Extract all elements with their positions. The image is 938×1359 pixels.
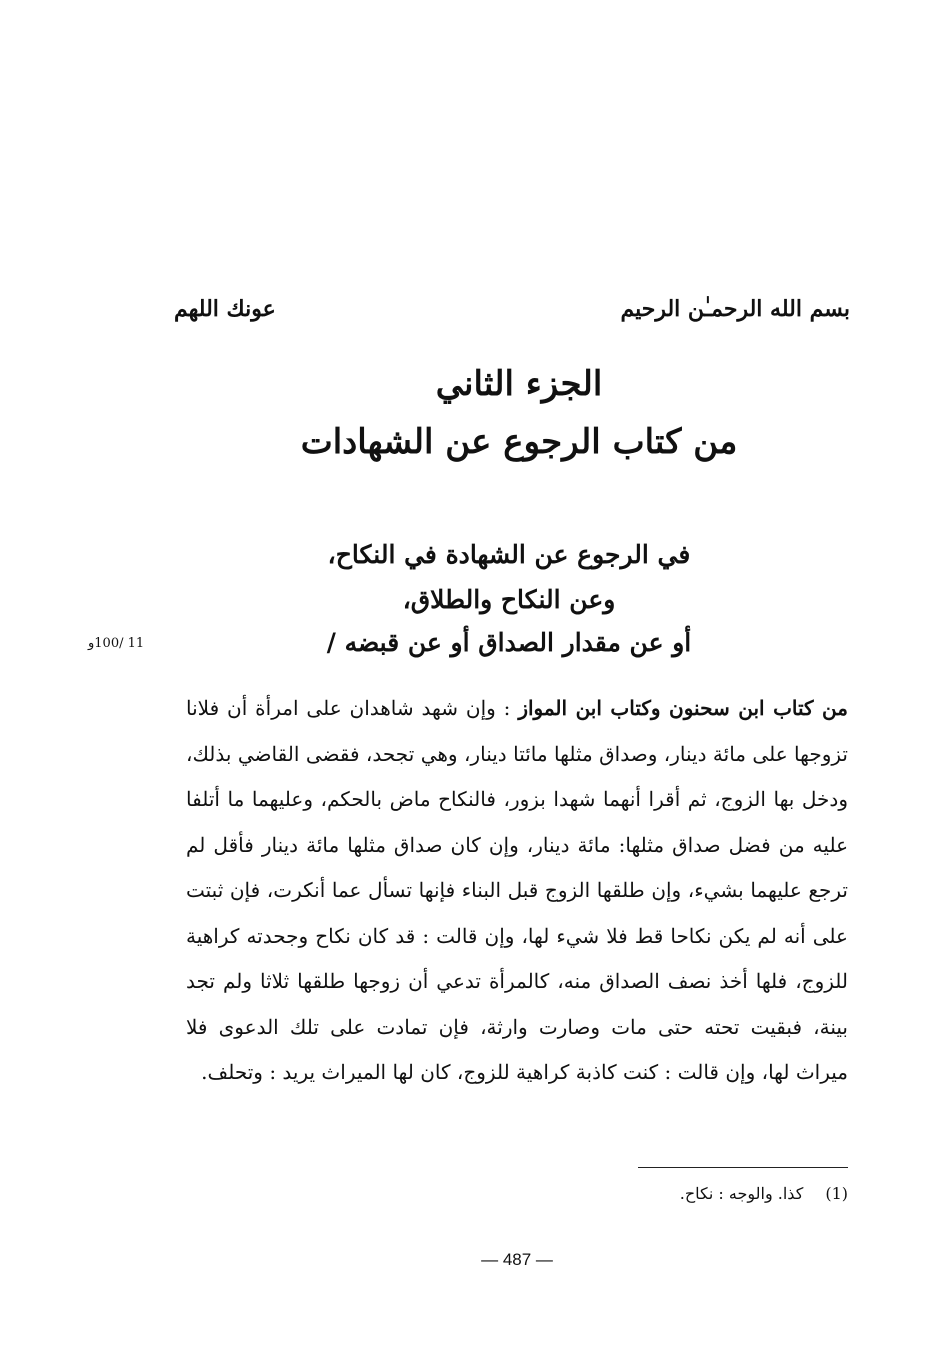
source-citation: من كتاب ابن سحنون وكتاب ابن المواز [518,696,848,720]
manuscript-folio-reference: 11 /100و [88,636,145,651]
book-title: من كتاب الرجوع عن الشهادات [300,422,738,462]
page-number: — 487 — [481,1250,553,1269]
plea-header: عونك اللهم [174,296,276,322]
part-title: الجزء الثاني [435,364,603,404]
footnote-divider [638,1167,848,1168]
body-paragraph [186,686,848,1096]
footnote [680,1184,848,1203]
chapter-heading-line-2: وعن النكاح والطلاق، [402,585,616,614]
body-text: : وإن شهد شاهدان على امرأة أن فلانا تزوجها على مائة دينار، وصداق مثلها مائتا دينار، وهي تجحد، فقضى القاضي بذلك، ودخل بها الزوج، ثم أقرا أنهما شهدا بزور، فالنكاح ماض بالحكم، وعليهما ما أتلفا عليه من فضل صداق مثلها: مائة دينار، وإن كان صداق مثلها مائة دينار فأقل لم ترجع عليهما بشيء، وإن طلقها الزوج قبل البناء فإنها تسأل عما أنكرت، فإن ثبتت على أنه لم يكن نكاحا قط فلا شيء لها، وإن قالت : قد كان نكاح وجحدته كراهية للزوج، فلها أخذ نصف الصداق منه، كالمرأة تدعي أن زوجها طلقها ثلاثا ولم تجد بينة، فبقيت تحته حتى مات وصارت وارثة، فإن تمادت على تلك الدعوى فلا ميراث لها، وإن قالت : كنت كاذبة كراهية للزوج، كان لها الميراث يريد : وتحلف. [186,696,848,1084]
footnote-text: كذا. والوجه : نكاح. [679,1184,804,1203]
footnote-number: (1) [825,1184,848,1203]
chapter-heading-line-3: أو عن مقدار الصداق أو عن قبضه / [326,628,692,657]
chapter-heading-line-1: في الرجوع عن الشهادة في النكاح، [327,540,691,569]
basmala-header: بسم الله الرحمـٰن الرحيم [620,296,850,322]
